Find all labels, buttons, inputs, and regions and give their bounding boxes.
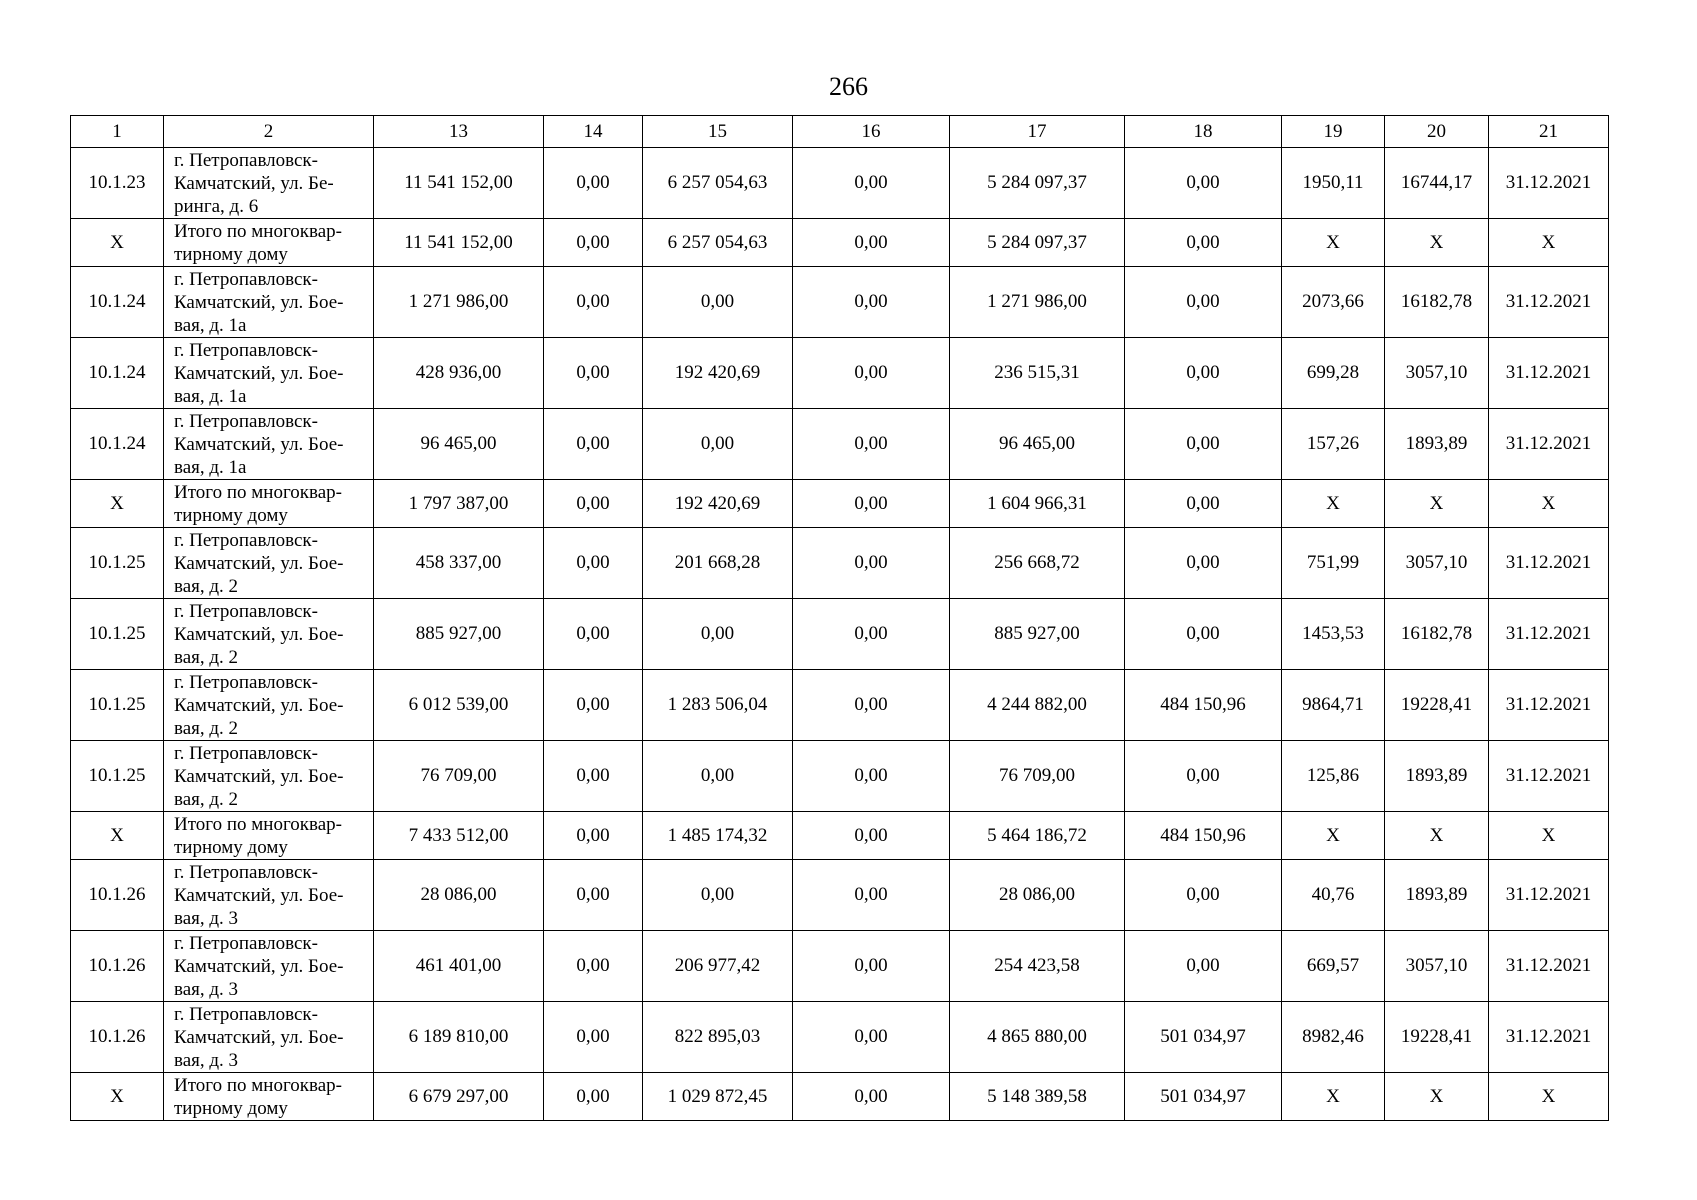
col19-cell: 669,57 — [1282, 931, 1385, 1002]
column-header: 21 — [1489, 116, 1609, 148]
col15-cell: 192 420,69 — [643, 338, 793, 409]
address-cell: г. Петропавловск- Камчатский, ул. Бое- вая, д. 2 — [164, 528, 374, 599]
col19-cell: 8982,46 — [1282, 1002, 1385, 1073]
col13-cell: 6 679 297,00 — [374, 1073, 544, 1121]
col15-cell: 1 485 174,32 — [643, 812, 793, 860]
col20-cell: 3057,10 — [1385, 528, 1489, 599]
col14-cell: 0,00 — [544, 1002, 643, 1073]
row-number-cell: Х — [71, 1073, 164, 1121]
table-row — [71, 860, 1609, 931]
col19-cell: Х — [1282, 219, 1385, 267]
row-number-cell: 10.1.26 — [71, 1002, 164, 1073]
col17-cell: 236 515,31 — [950, 338, 1125, 409]
col18-cell: 0,00 — [1125, 267, 1282, 338]
col15-cell: 0,00 — [643, 267, 793, 338]
address-cell: г. Петропавловск- Камчатский, ул. Бое- вая, д. 2 — [164, 599, 374, 670]
col19-cell: 9864,71 — [1282, 670, 1385, 741]
table-header-row — [71, 116, 1609, 148]
col14-cell: 0,00 — [544, 480, 643, 528]
col20-cell: 1893,89 — [1385, 409, 1489, 480]
col18-cell: 0,00 — [1125, 741, 1282, 812]
col18-cell: 0,00 — [1125, 148, 1282, 219]
col17-cell: 5 148 389,58 — [950, 1073, 1125, 1121]
col17-cell: 254 423,58 — [950, 931, 1125, 1002]
col20-cell: 1893,89 — [1385, 860, 1489, 931]
col13-cell: 6 012 539,00 — [374, 670, 544, 741]
col15-cell: 1 029 872,45 — [643, 1073, 793, 1121]
col20-cell: Х — [1385, 480, 1489, 528]
col17-cell: 96 465,00 — [950, 409, 1125, 480]
col16-cell: 0,00 — [793, 480, 950, 528]
date-cell: Х — [1489, 219, 1609, 267]
col20-cell: 16182,78 — [1385, 267, 1489, 338]
col19-cell: Х — [1282, 812, 1385, 860]
address-cell: г. Петропавловск- Камчатский, ул. Бое- вая, д. 1а — [164, 338, 374, 409]
row-number-cell: 10.1.25 — [71, 528, 164, 599]
col13-cell: 6 189 810,00 — [374, 1002, 544, 1073]
col16-cell: 0,00 — [793, 528, 950, 599]
address-cell: г. Петропавловск- Камчатский, ул. Бое- вая, д. 2 — [164, 670, 374, 741]
address-cell: г. Петропавловск- Камчатский, ул. Бое- вая, д. 3 — [164, 1002, 374, 1073]
table-row — [71, 148, 1609, 219]
col18-cell: 0,00 — [1125, 409, 1282, 480]
date-cell: 31.12.2021 — [1489, 528, 1609, 599]
col14-cell: 0,00 — [544, 741, 643, 812]
col13-cell: 461 401,00 — [374, 931, 544, 1002]
col16-cell: 0,00 — [793, 812, 950, 860]
col18-cell: 0,00 — [1125, 219, 1282, 267]
table-body — [71, 148, 1609, 1121]
column-header: 15 — [643, 116, 793, 148]
col17-cell: 1 604 966,31 — [950, 480, 1125, 528]
col17-cell: 76 709,00 — [950, 741, 1125, 812]
table-row — [71, 528, 1609, 599]
address-cell: Итого по многоквар- тирному дому — [164, 1073, 374, 1121]
row-number-cell: 10.1.26 — [71, 860, 164, 931]
col19-cell: 1950,11 — [1282, 148, 1385, 219]
row-number-cell: 10.1.25 — [71, 741, 164, 812]
col14-cell: 0,00 — [544, 528, 643, 599]
row-number-cell: Х — [71, 812, 164, 860]
col19-cell: 157,26 — [1282, 409, 1385, 480]
date-cell: Х — [1489, 812, 1609, 860]
col17-cell: 1 271 986,00 — [950, 267, 1125, 338]
col17-cell: 4 244 882,00 — [950, 670, 1125, 741]
col16-cell: 0,00 — [793, 338, 950, 409]
col19-cell: Х — [1282, 480, 1385, 528]
col20-cell: 16182,78 — [1385, 599, 1489, 670]
col14-cell: 0,00 — [544, 860, 643, 931]
column-header: 13 — [374, 116, 544, 148]
col18-cell: 0,00 — [1125, 599, 1282, 670]
row-number-cell: Х — [71, 219, 164, 267]
table-row — [71, 599, 1609, 670]
col14-cell: 0,00 — [544, 148, 643, 219]
col18-cell: 0,00 — [1125, 528, 1282, 599]
col14-cell: 0,00 — [544, 670, 643, 741]
col14-cell: 0,00 — [544, 931, 643, 1002]
col20-cell: 16744,17 — [1385, 148, 1489, 219]
col14-cell: 0,00 — [544, 338, 643, 409]
col14-cell: 0,00 — [544, 219, 643, 267]
col16-cell: 0,00 — [793, 741, 950, 812]
col14-cell: 0,00 — [544, 267, 643, 338]
table-row — [71, 409, 1609, 480]
col19-cell: 699,28 — [1282, 338, 1385, 409]
col17-cell: 5 284 097,37 — [950, 219, 1125, 267]
col20-cell: 1893,89 — [1385, 741, 1489, 812]
col13-cell: 1 271 986,00 — [374, 267, 544, 338]
col19-cell: 125,86 — [1282, 741, 1385, 812]
address-cell: г. Петропавловск- Камчатский, ул. Бое- вая, д. 1а — [164, 267, 374, 338]
col19-cell: 751,99 — [1282, 528, 1385, 599]
col15-cell: 1 283 506,04 — [643, 670, 793, 741]
col16-cell: 0,00 — [793, 409, 950, 480]
col13-cell: 11 541 152,00 — [374, 148, 544, 219]
col18-cell: 501 034,97 — [1125, 1002, 1282, 1073]
col15-cell: 6 257 054,63 — [643, 148, 793, 219]
col18-cell: 484 150,96 — [1125, 812, 1282, 860]
date-cell: 31.12.2021 — [1489, 148, 1609, 219]
row-number-cell: 10.1.24 — [71, 409, 164, 480]
col15-cell: 822 895,03 — [643, 1002, 793, 1073]
address-cell: г. Петропавловск- Камчатский, ул. Бое- вая, д. 3 — [164, 860, 374, 931]
col17-cell: 28 086,00 — [950, 860, 1125, 931]
col20-cell: Х — [1385, 1073, 1489, 1121]
address-cell: г. Петропавловск- Камчатский, ул. Бое- вая, д. 3 — [164, 931, 374, 1002]
col14-cell: 0,00 — [544, 409, 643, 480]
date-cell: Х — [1489, 1073, 1609, 1121]
column-header: 17 — [950, 116, 1125, 148]
table-row — [71, 931, 1609, 1002]
date-cell: 31.12.2021 — [1489, 338, 1609, 409]
col15-cell: 0,00 — [643, 741, 793, 812]
col17-cell: 4 865 880,00 — [950, 1002, 1125, 1073]
column-header: 19 — [1282, 116, 1385, 148]
col15-cell: 6 257 054,63 — [643, 219, 793, 267]
col19-cell: 40,76 — [1282, 860, 1385, 931]
address-cell: г. Петропавловск- Камчатский, ул. Бое- вая, д. 1а — [164, 409, 374, 480]
table-row — [71, 1002, 1609, 1073]
date-cell: Х — [1489, 480, 1609, 528]
row-number-cell: 10.1.25 — [71, 599, 164, 670]
col16-cell: 0,00 — [793, 1002, 950, 1073]
date-cell: 31.12.2021 — [1489, 599, 1609, 670]
col16-cell: 0,00 — [793, 931, 950, 1002]
col13-cell: 11 541 152,00 — [374, 219, 544, 267]
col15-cell: 0,00 — [643, 860, 793, 931]
col19-cell: 1453,53 — [1282, 599, 1385, 670]
date-cell: 31.12.2021 — [1489, 741, 1609, 812]
column-header: 14 — [544, 116, 643, 148]
col17-cell: 256 668,72 — [950, 528, 1125, 599]
col18-cell: 0,00 — [1125, 931, 1282, 1002]
col13-cell: 76 709,00 — [374, 741, 544, 812]
col13-cell: 458 337,00 — [374, 528, 544, 599]
col16-cell: 0,00 — [793, 860, 950, 931]
col18-cell: 0,00 — [1125, 480, 1282, 528]
col17-cell: 5 464 186,72 — [950, 812, 1125, 860]
col16-cell: 0,00 — [793, 219, 950, 267]
total-row — [71, 1073, 1609, 1121]
col16-cell: 0,00 — [793, 267, 950, 338]
col18-cell: 0,00 — [1125, 860, 1282, 931]
row-number-cell: Х — [71, 480, 164, 528]
total-row — [71, 219, 1609, 267]
col14-cell: 0,00 — [544, 599, 643, 670]
table-row — [71, 670, 1609, 741]
table-row — [71, 741, 1609, 812]
col14-cell: 0,00 — [544, 1073, 643, 1121]
col15-cell: 201 668,28 — [643, 528, 793, 599]
col14-cell: 0,00 — [544, 812, 643, 860]
page-number: 266 — [829, 72, 868, 101]
col15-cell: 0,00 — [643, 409, 793, 480]
data-table — [70, 115, 1609, 1121]
address-cell: Итого по многоквар- тирному дому — [164, 219, 374, 267]
col20-cell: 19228,41 — [1385, 670, 1489, 741]
column-header: 2 — [164, 116, 374, 148]
col16-cell: 0,00 — [793, 670, 950, 741]
row-number-cell: 10.1.24 — [71, 338, 164, 409]
row-number-cell: 10.1.25 — [71, 670, 164, 741]
col18-cell: 484 150,96 — [1125, 670, 1282, 741]
col16-cell: 0,00 — [793, 599, 950, 670]
col13-cell: 885 927,00 — [374, 599, 544, 670]
total-row — [71, 480, 1609, 528]
col15-cell: 192 420,69 — [643, 480, 793, 528]
address-cell: г. Петропавловск- Камчатский, ул. Бое- вая, д. 2 — [164, 741, 374, 812]
column-header: 1 — [71, 116, 164, 148]
date-cell: 31.12.2021 — [1489, 409, 1609, 480]
address-cell: Итого по многоквар- тирному дому — [164, 480, 374, 528]
table-row — [71, 338, 1609, 409]
col20-cell: Х — [1385, 219, 1489, 267]
address-cell: Итого по многоквар- тирному дому — [164, 812, 374, 860]
row-number-cell: 10.1.26 — [71, 931, 164, 1002]
total-row — [71, 812, 1609, 860]
col20-cell: Х — [1385, 812, 1489, 860]
date-cell: 31.12.2021 — [1489, 1002, 1609, 1073]
date-cell: 31.12.2021 — [1489, 860, 1609, 931]
column-header: 16 — [793, 116, 950, 148]
col13-cell: 1 797 387,00 — [374, 480, 544, 528]
col18-cell: 0,00 — [1125, 338, 1282, 409]
col16-cell: 0,00 — [793, 1073, 950, 1121]
date-cell: 31.12.2021 — [1489, 267, 1609, 338]
date-cell: 31.12.2021 — [1489, 670, 1609, 741]
col17-cell: 5 284 097,37 — [950, 148, 1125, 219]
col13-cell: 28 086,00 — [374, 860, 544, 931]
row-number-cell: 10.1.23 — [71, 148, 164, 219]
col13-cell: 96 465,00 — [374, 409, 544, 480]
address-cell: г. Петропавловск- Камчатский, ул. Бе- ринга, д. 6 — [164, 148, 374, 219]
column-header: 18 — [1125, 116, 1282, 148]
col20-cell: 3057,10 — [1385, 931, 1489, 1002]
col18-cell: 501 034,97 — [1125, 1073, 1282, 1121]
col15-cell: 206 977,42 — [643, 931, 793, 1002]
row-number-cell: 10.1.24 — [71, 267, 164, 338]
col13-cell: 428 936,00 — [374, 338, 544, 409]
col20-cell: 19228,41 — [1385, 1002, 1489, 1073]
table-row — [71, 267, 1609, 338]
col20-cell: 3057,10 — [1385, 338, 1489, 409]
col13-cell: 7 433 512,00 — [374, 812, 544, 860]
date-cell: 31.12.2021 — [1489, 931, 1609, 1002]
col19-cell: Х — [1282, 1073, 1385, 1121]
col17-cell: 885 927,00 — [950, 599, 1125, 670]
col16-cell: 0,00 — [793, 148, 950, 219]
column-header: 20 — [1385, 116, 1489, 148]
col19-cell: 2073,66 — [1282, 267, 1385, 338]
col15-cell: 0,00 — [643, 599, 793, 670]
